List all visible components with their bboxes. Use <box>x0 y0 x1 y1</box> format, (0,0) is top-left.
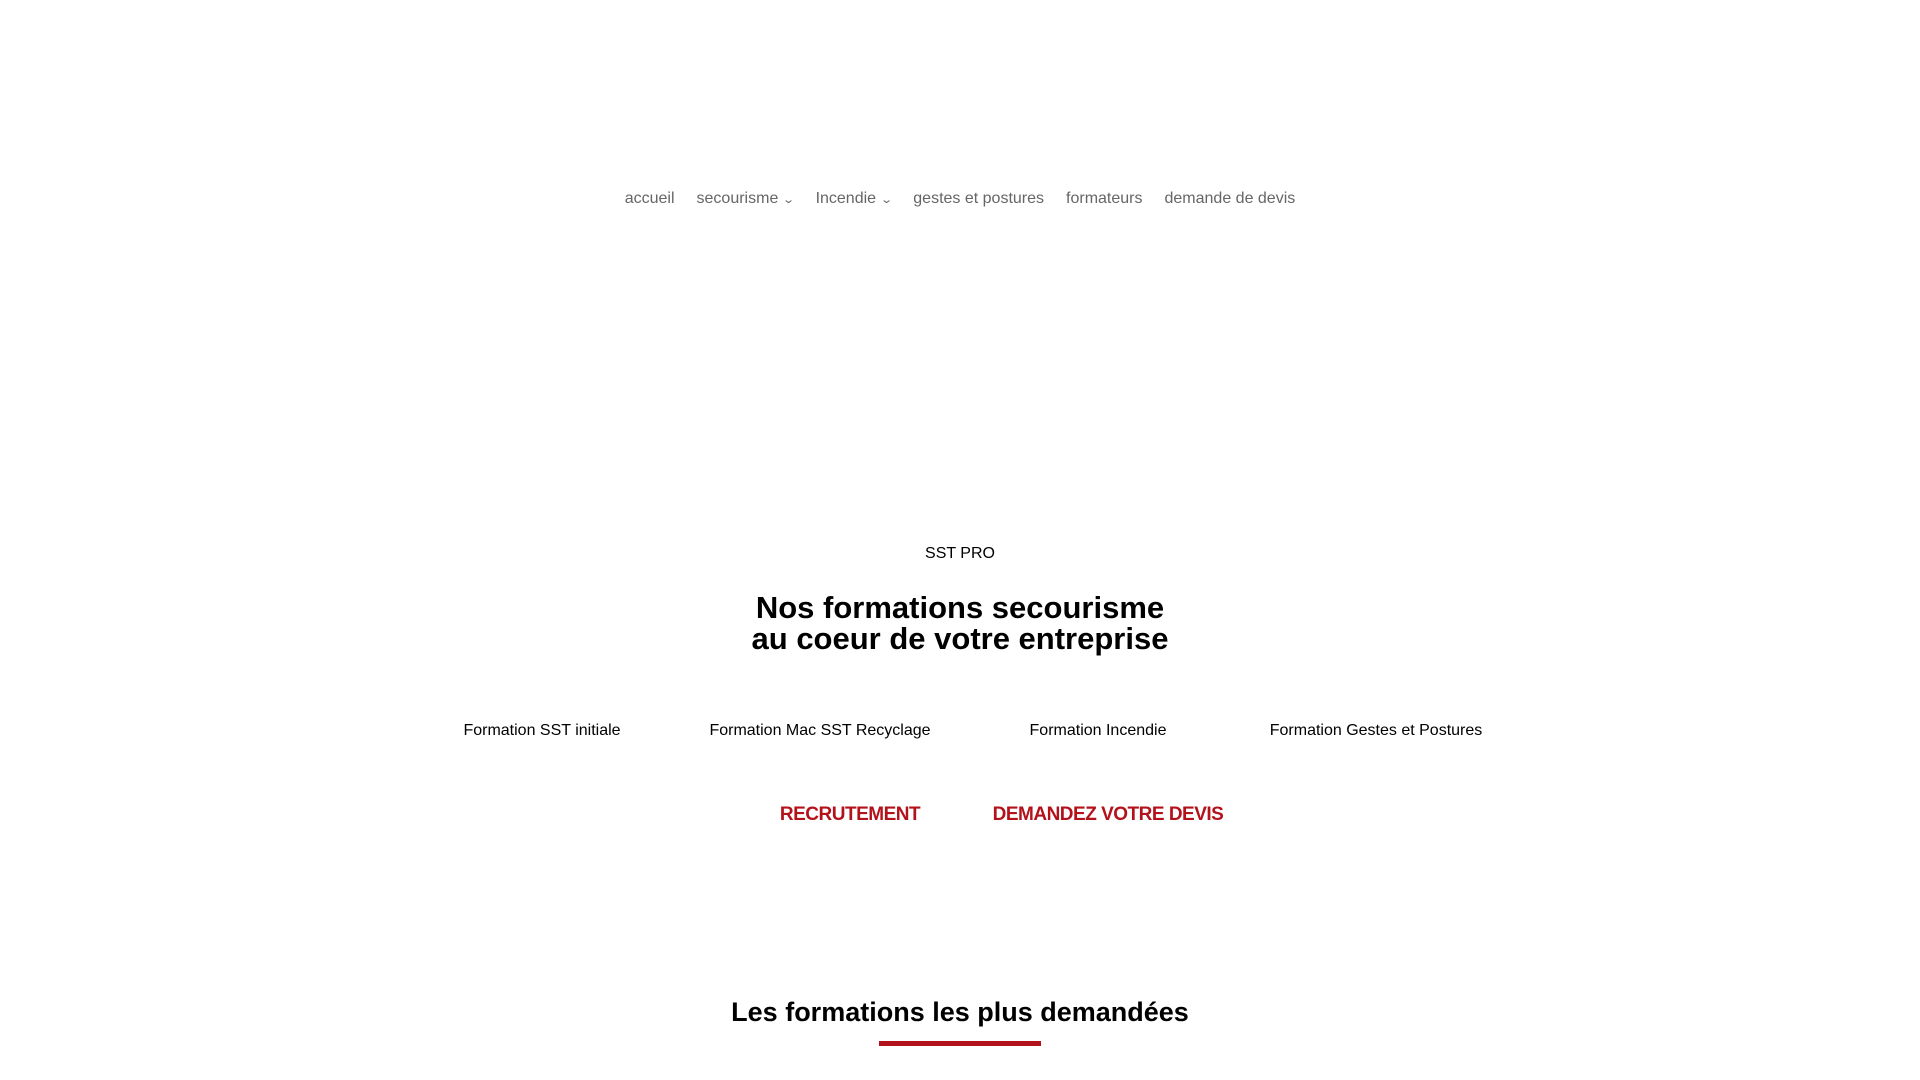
hero-title <box>0 592 1920 654</box>
section-title: Les formations les plus demandées <box>731 997 1189 1027</box>
nav-label: gestes et postures <box>913 190 1045 207</box>
nav-formateurs[interactable] <box>1066 190 1142 208</box>
quote-button[interactable]: DEMANDEZ VOTRE DEVIS <box>992 804 1224 825</box>
recruitment-button[interactable]: RECRUTEMENT <box>779 804 921 825</box>
nav-secourisme[interactable] <box>697 190 794 208</box>
hero-kicker: SST PRO <box>925 545 995 562</box>
chevron-down-icon: ⌄ <box>782 193 796 206</box>
nav-demande-devis[interactable] <box>1165 190 1296 208</box>
formation-incendie-link[interactable]: Formation Incendie <box>1029 722 1167 739</box>
formation-sst-initiale-link[interactable]: Formation SST initiale <box>463 722 621 739</box>
nav-label: accueil <box>624 190 675 207</box>
nav-label: formateurs <box>1066 190 1143 207</box>
nav-accueil[interactable] <box>625 190 675 208</box>
hero-title-line1: Nos formations secourisme <box>755 590 1165 625</box>
nav-incendie[interactable] <box>816 190 892 208</box>
section-title-underline <box>879 1041 1041 1046</box>
nav-label: demande de devis <box>1164 190 1296 207</box>
nav-label: Incendie <box>815 190 877 207</box>
hero-title-line2: au coeur de votre entreprise <box>751 621 1169 656</box>
nav-label: secourisme <box>696 190 779 207</box>
formation-mac-sst-link[interactable]: Formation Mac SST Recyclage <box>709 722 931 739</box>
chevron-down-icon: ⌄ <box>880 193 894 206</box>
main-nav <box>0 190 1920 208</box>
nav-gestes-postures[interactable] <box>913 190 1044 208</box>
formation-gestes-postures-link[interactable]: Formation Gestes et Postures <box>1269 722 1483 739</box>
